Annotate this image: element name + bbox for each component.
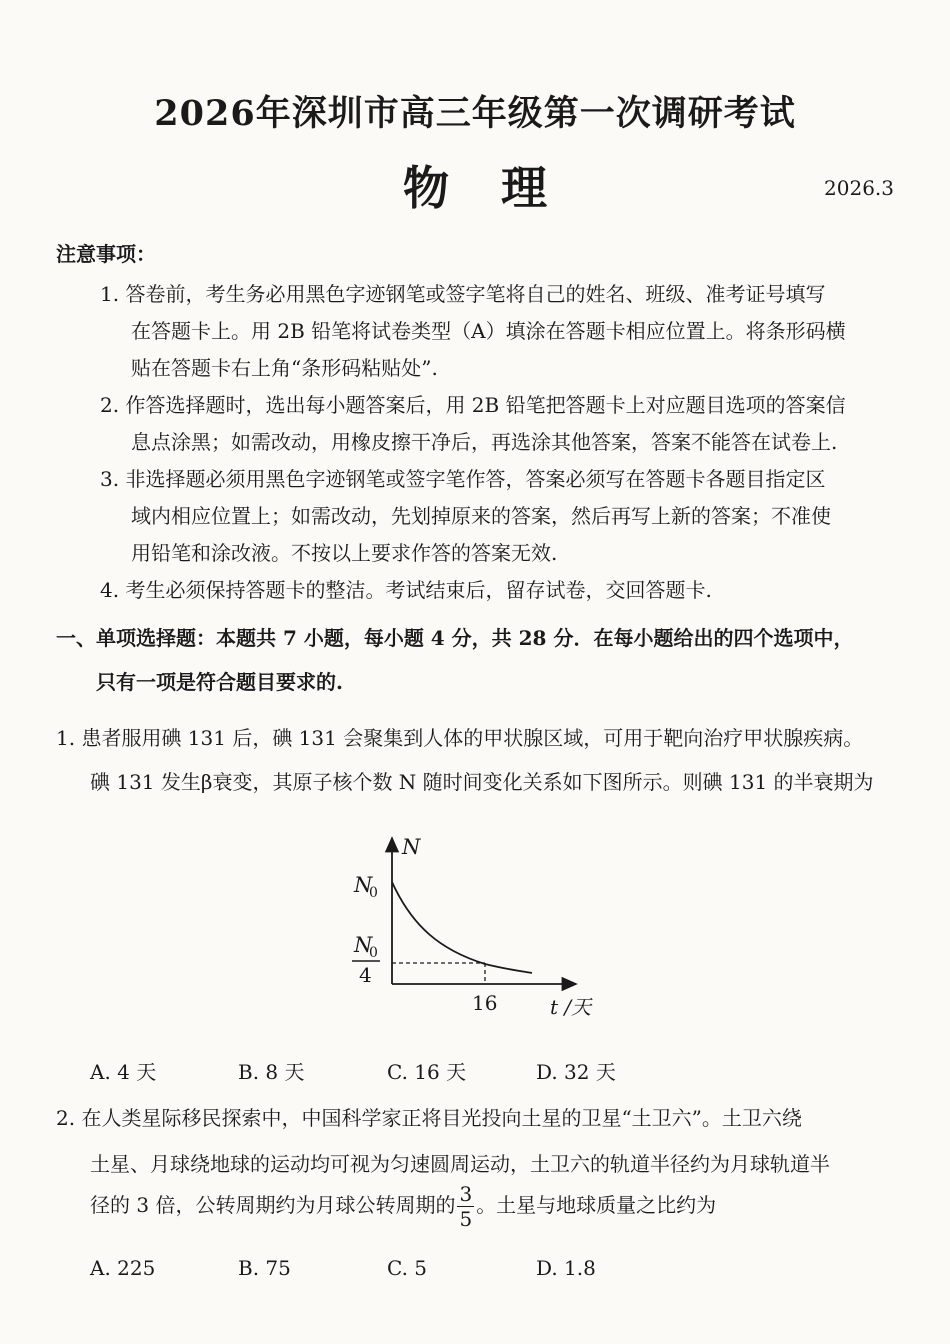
fraction-denominator: 5 — [459, 1207, 473, 1231]
q2-option-c: C. 5 — [387, 1256, 428, 1280]
q2-line-3-before: 径的 3 倍，公转周期约为月球公转周期的 — [90, 1193, 456, 1217]
exam-title: 2026年深圳市高三年级第一次调研考试 — [154, 93, 796, 134]
q1-option-c: C. 16 天 — [387, 1060, 467, 1084]
q2-line-3-after: 。土星与地球质量之比约为 — [476, 1193, 717, 1217]
section-heading-line-1: 一、单项选择题：本题共 7 小题，每小题 4 分，共 28 分．在每小题给出的四个选项中， — [56, 626, 854, 650]
q2-line-3 — [90, 1184, 716, 1229]
section-heading-line-2: 只有一项是符合题目要求的. — [96, 670, 343, 694]
q1-line-2: 碘 131 发生β衰变，其原子核个数 N 随时间变化关系如下图所示。则碘 131 的半衰期为 — [90, 770, 874, 794]
q1-option-b: B. 8 天 — [238, 1060, 305, 1084]
q1-line-1: 1. 患者服用碘 131 后，碘 131 会聚集到人体的甲状腺区域，可用于靶向治疗甲状腺疾病。 — [56, 726, 864, 750]
n0-label-subscript: 0 — [369, 885, 378, 901]
x-tick-label: 16 — [472, 991, 498, 1015]
q2-line-1: 2. 在人类星际移民探索中，中国科学家正将目光投向土星的卫星“土卫六”。土卫六绕 — [56, 1106, 802, 1130]
quarter-label-numerator-subscript: 0 — [369, 945, 378, 961]
q1-option-d: D. 32 天 — [536, 1060, 616, 1084]
q1-option-a: A. 4 天 — [90, 1060, 157, 1084]
notes-line-5: 息点涂黑；如需改动，用橡皮擦干净后，再选涂其他答案，答案不能答在试卷上. — [131, 430, 838, 454]
notes-line-7: 域内相应位置上；如需改动，先划掉原来的答案，然后再写上新的答案；不准使 — [131, 504, 831, 528]
decay-graph — [340, 830, 620, 1030]
subject-title: 物理 — [403, 161, 599, 215]
q2-option-a: A. 225 — [90, 1256, 156, 1280]
notes-line-4: 2. 作答选择题时，选出每小题答案后，用 2B 铅笔把答题卡上对应题目选项的答案信 — [100, 393, 846, 417]
quarter-label-numerator: N — [354, 933, 373, 957]
decay-curve — [392, 882, 532, 973]
period-ratio-fraction — [457, 1184, 474, 1229]
notes-line-9: 4. 考生必须保持答题卡的整洁。考试结束后，留存试卷，交回答题卡. — [100, 578, 712, 602]
notes-line-2: 在答题卡上。用 2B 铅笔将试卷类型（A）填涂在答题卡相应位置上。将条形码横 — [131, 319, 846, 343]
x-axis-label: t /天 — [550, 995, 592, 1019]
fraction-numerator: 3 — [459, 1182, 473, 1206]
q2-option-b: B. 75 — [238, 1256, 291, 1280]
notes-line-6: 3. 非选择题必须用黑色字迹钢笔或签字笔作答，答案必须写在答题卡各题目指定区 — [100, 467, 826, 491]
y-axis-label: N — [402, 835, 421, 859]
notes-line-1: 1. 答卷前，考生务必用黑色字迹钢笔或签字笔将自己的姓名、班级、准考证号填写 — [100, 282, 826, 306]
n0-label: N — [354, 873, 373, 897]
exam-date: 2026.3 — [824, 176, 894, 200]
notes-line-3: 贴在答题卡右上角“条形码粘贴处”. — [131, 356, 438, 380]
notes-heading: 注意事项： — [56, 242, 156, 266]
q2-line-2: 土星、月球绕地球的运动均可视为匀速圆周运动，土卫六的轨道半径约为月球轨道半 — [90, 1152, 830, 1176]
notes-line-8: 用铅笔和涂改液。不按以上要求作答的答案无效. — [131, 541, 558, 565]
quarter-label-denominator: 4 — [359, 963, 372, 987]
q2-option-d: D. 1.8 — [536, 1256, 596, 1280]
